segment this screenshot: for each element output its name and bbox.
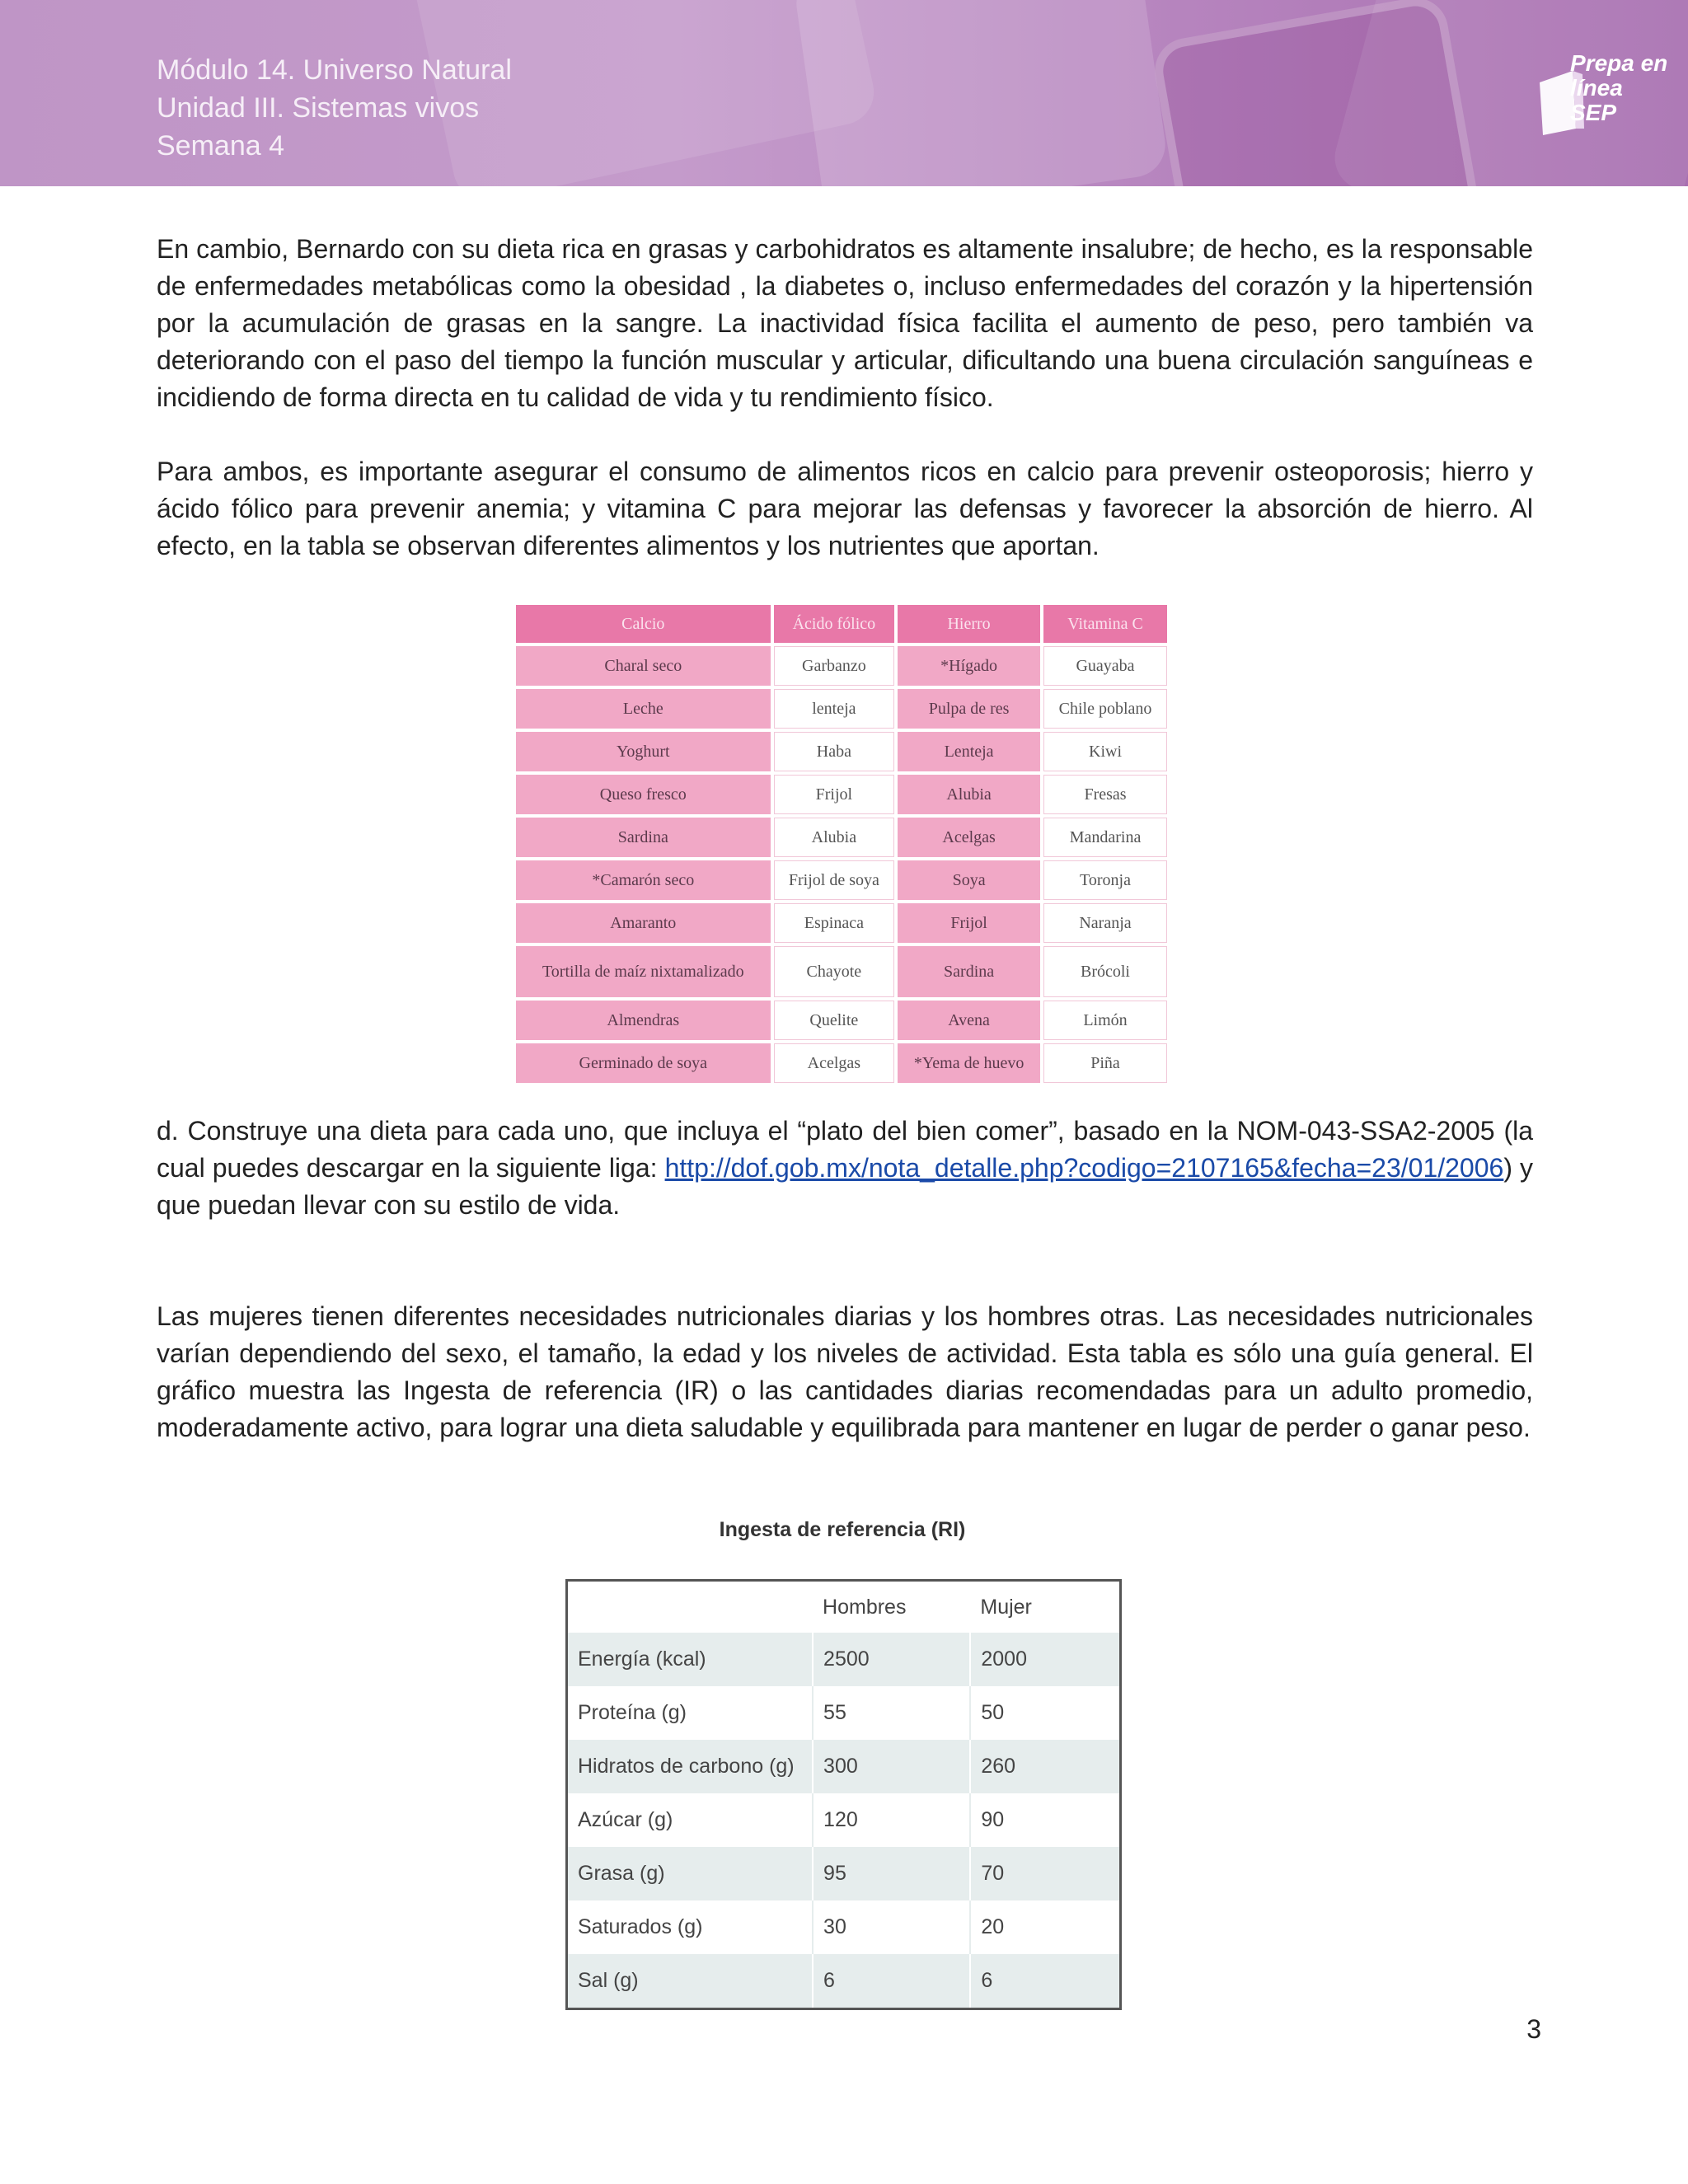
table-cell: Pulpa de res xyxy=(898,689,1040,729)
table-cell: *Yema de huevo xyxy=(898,1043,1040,1083)
table-cell: 6 xyxy=(970,1954,1120,2009)
table-cell: Garbanzo xyxy=(774,646,895,686)
table-cell: *Hígado xyxy=(898,646,1040,686)
table-cell: Queso fresco xyxy=(516,775,771,814)
paragraph-nutrients: Para ambos, es importante asegurar el consumo de alimentos ricos en calcio para prevenir osteoporosis; hierro y ácido fólico para prevenir anemia; y vitamina C para mejorar las defensas y favorecer la absorción de hierro. Al efecto, en la tabla se observan diferentes alimentos y los nutrientes que aportan. xyxy=(157,457,1533,560)
table-row xyxy=(516,946,1167,997)
table-cell: Quelite xyxy=(774,1001,895,1040)
table-cell: Fresas xyxy=(1043,775,1167,814)
header-week: Semana 4 xyxy=(157,130,284,162)
table-cell: Chile poblano xyxy=(1043,689,1167,729)
table-row xyxy=(567,1740,1121,1793)
prepa-en-linea-logo: Prepa en línea SEP xyxy=(1570,50,1668,125)
table-row xyxy=(567,1686,1121,1740)
table-row xyxy=(516,689,1167,729)
ri-header-hombres: Hombres xyxy=(813,1581,970,1633)
table-cell: Piña xyxy=(1043,1043,1167,1083)
table-cell: 120 xyxy=(813,1793,970,1847)
paragraph-nutritional-needs: Las mujeres tienen diferentes necesidades nutricionales diarias y los hombres otras. Las necesidades nutricionales varían dependiendo del sexo, el tamaño, la edad y los niveles de actividad. Esta tabla es sólo una guía general. El gráfico muestra las Ingesta de referencia (IR) o las cantidades diarias recomendadas para un adulto promedio, moderadamente activo, para lograr una dieta saludable y equilibrada para mantener en lugar de perder o ganar peso. xyxy=(157,1301,1533,1442)
table-cell: Guayaba xyxy=(1043,646,1167,686)
table-cell: Saturados (g) xyxy=(567,1900,814,1954)
header-module: Módulo 14. Universo Natural xyxy=(157,54,512,86)
table-cell: Almendras xyxy=(516,1001,771,1040)
table-cell: 2000 xyxy=(970,1633,1120,1686)
ri-header-blank xyxy=(567,1581,814,1633)
table-cell: Frijol xyxy=(898,903,1040,943)
paragraph-instruction-d xyxy=(157,1113,1533,1224)
table-cell: 300 xyxy=(813,1740,970,1793)
table-cell: Brócoli xyxy=(1043,946,1167,997)
banner-decoration xyxy=(792,0,1170,186)
instruction-text-end: ) y que puedan llevar con su estilo de vida. xyxy=(157,1153,1534,1220)
table-cell: Soya xyxy=(898,860,1040,900)
ri-table-title: Ingesta de referencia (RI) xyxy=(719,1518,966,1541)
table-row xyxy=(567,1847,1121,1900)
table-row xyxy=(567,1793,1121,1847)
table-cell: Acelgas xyxy=(774,1043,895,1083)
table-cell: Frijol xyxy=(774,775,895,814)
table-cell: 30 xyxy=(813,1900,970,1954)
ri-header-row xyxy=(567,1581,1121,1633)
table-row xyxy=(516,775,1167,814)
table-cell: Yoghurt xyxy=(516,732,771,771)
table-row xyxy=(516,903,1167,943)
table-cell: Acelgas xyxy=(898,818,1040,857)
table-cell: Chayote xyxy=(774,946,895,997)
table-cell: Germinado de soya xyxy=(516,1043,771,1083)
table-row xyxy=(567,1900,1121,1954)
table-cell: 50 xyxy=(970,1686,1120,1740)
table-cell: Grasa (g) xyxy=(567,1847,814,1900)
table-cell: Espinaca xyxy=(774,903,895,943)
table-cell: 95 xyxy=(813,1847,970,1900)
table-cell: Tortilla de maíz nixtamalizado xyxy=(516,946,771,997)
table-cell: Hidratos de carbono (g) xyxy=(567,1740,814,1793)
table-cell: Frijol de soya xyxy=(774,860,895,900)
table-cell: Kiwi xyxy=(1043,732,1167,771)
header-course-info xyxy=(157,51,512,165)
nutrients-food-table xyxy=(513,602,1170,1086)
instruction-text: d. Construye una dieta para cada uno, que incluya el “plato del bien comer”, basado en la NOM-043-SSA2-2005 (la cual puedes descargar en la siguiente liga: xyxy=(157,1116,1533,1183)
table-row xyxy=(567,1633,1121,1686)
table-cell: Azúcar (g) xyxy=(567,1793,814,1847)
table-row xyxy=(516,1043,1167,1083)
table-row xyxy=(516,732,1167,771)
table-row xyxy=(567,1954,1121,2009)
table-cell: Naranja xyxy=(1043,903,1167,943)
table-cell: 55 xyxy=(813,1686,970,1740)
table-cell: 2500 xyxy=(813,1633,970,1686)
table-row xyxy=(516,1001,1167,1040)
table-cell: lenteja xyxy=(774,689,895,729)
reference-intake-table xyxy=(565,1579,1122,2010)
header-hierro: Hierro xyxy=(898,605,1040,643)
table-cell: Haba xyxy=(774,732,895,771)
table-cell: 90 xyxy=(970,1793,1120,1847)
paragraph-bernardo: En cambio, Bernardo con su dieta rica en grasas y carbohidratos es altamente insalubre; de hecho, es la responsable de enfermedades metabólicas como la obesidad , la diabetes o, incluso enfermedades del corazón y la hipertensión por la acumulación de grasas en la sangre. La inactividad física facilita el aumento de peso, pero también va deteriorando con el paso del tiempo la función muscular y articular, dificultando una buena circulación sanguíneas e incidiendo de forma directa en tu calidad de vida y tu rendimiento físico. xyxy=(157,234,1533,412)
table-cell: Alubia xyxy=(774,818,895,857)
table-cell: Energía (kcal) xyxy=(567,1633,814,1686)
table-cell: Toronja xyxy=(1043,860,1167,900)
table-cell: Mandarina xyxy=(1043,818,1167,857)
table-row xyxy=(516,646,1167,686)
header-acido-folico: Ácido fólico xyxy=(774,605,895,643)
header-calcio: Calcio xyxy=(516,605,771,643)
table-cell: Sardina xyxy=(898,946,1040,997)
table-cell: Sal (g) xyxy=(567,1954,814,2009)
table-row xyxy=(516,860,1167,900)
table-row xyxy=(516,818,1167,857)
header-vitamina-c: Vitamina C xyxy=(1043,605,1167,643)
table-cell: Lenteja xyxy=(898,732,1040,771)
header-unit: Unidad III. Sistemas vivos xyxy=(157,92,480,124)
table-cell: 70 xyxy=(970,1847,1120,1900)
food-table-header xyxy=(516,605,1167,643)
table-cell: Proteína (g) xyxy=(567,1686,814,1740)
table-cell: Alubia xyxy=(898,775,1040,814)
table-cell: 6 xyxy=(813,1954,970,2009)
table-cell: 260 xyxy=(970,1740,1120,1793)
header-banner xyxy=(0,0,1688,186)
table-cell: 20 xyxy=(970,1900,1120,1954)
table-cell: Charal seco xyxy=(516,646,771,686)
table-cell: Amaranto xyxy=(516,903,771,943)
table-cell: Sardina xyxy=(516,818,771,857)
page-number: 3 xyxy=(1526,2014,1541,2044)
table-cell: *Camarón seco xyxy=(516,860,771,900)
table-cell: Limón xyxy=(1043,1001,1167,1040)
table-cell: Leche xyxy=(516,689,771,729)
table-cell: Avena xyxy=(898,1001,1040,1040)
nom-043-link[interactable]: http://dof.gob.mx/nota_detalle.php?codigo=2107165&fecha=23/01/2006 xyxy=(664,1153,1504,1183)
ri-header-mujer: Mujer xyxy=(970,1581,1120,1633)
